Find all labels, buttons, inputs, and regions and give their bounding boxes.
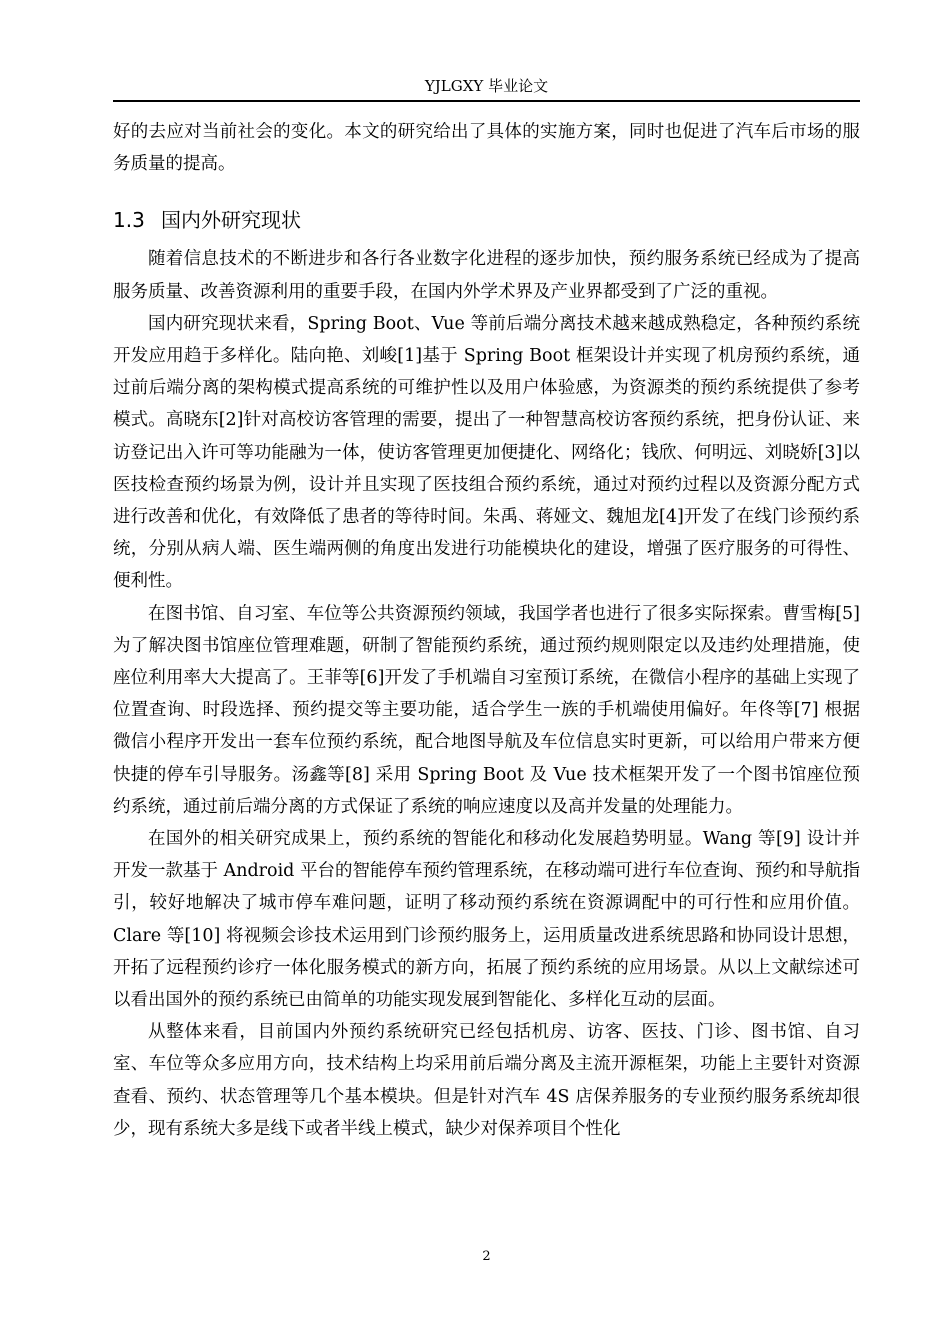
page-header: YJLGXY 毕业论文 <box>424 77 549 95</box>
page-number: 2 <box>482 1249 491 1264</box>
body-paragraph: 在图书馆、自习室、车位等公共资源预约领域，我国学者也进行了很多实际探索。曹雪梅[5] 为了解决图书馆座位管理难题，研制了智能预约系统，通过预约规则限定以及违约处理措施，使座位利用率大大提高了。王菲等[6]开发了手机端自习室预订系统，在微信小程序的基础上实现了位置查询、时段选择、预约提交等主要功能，适合学生一族的手机端使用偏好。年佟等[7] 根据微信小程序开发出一套车位预约系统，配合地图导航及车位信息实时更新，可以给用户带来方便快捷的停车引导服务。汤鑫等[8] 采用 Spring Boot 及 Vue 技术框架开发了一个图书馆座位预约系统，通过前后端分离的方式保证了系统的响应速度以及高并发量的处理能力。 <box>113 603 860 817</box>
body-paragraph: 从整体来看，目前国内外预约系统研究已经包括机房、访客、医技、门诊、图书馆、自习室、车位等众多应用方向，技术结构上均采用前后端分离及主流开源框架，功能上主要针对资源查看、预约、状态管理等几个基本模块。但是针对汽车 4S 店保养服务的专业预约服务系统却很少，现有系统大多是线下或者半线上模式，缺少对保养项目个性化 <box>113 1022 860 1139</box>
section-heading <box>113 205 860 235</box>
document-body <box>113 116 860 1145</box>
intro-paragraph: 好的去应对当前社会的变化。本文的研究给出了具体的实施方案，同时也促进了汽车后市场的服务质量的提高。 <box>113 122 860 175</box>
body-paragraph: 在国外的相关研究成果上，预约系统的智能化和移动化发展趋势明显。Wang 等[9] 设计并开发一款基于 Android 平台的智能停车预约管理系统，在移动端可进行车位查询、预约和导航指引，较好地解决了城市停车难问题，证明了移动预约系统在资源调配中的可行性和应用价值。Clare 等[10] 将视频会诊技术运用到门诊预约服务上，运用质量改进系统思路和协同设计思想，开拓了远程预约诊疗一体化服务模式的新方向，拓展了预约系统的应用场景。从以上文献综述可以看出国外的预约系统已由简单的功能实现发展到智能化、多样化互动的层面。 <box>113 829 860 1011</box>
section-title: 国内外研究现状 <box>161 208 301 233</box>
body-paragraph: 国内研究现状来看，Spring Boot、Vue 等前后端分离技术越来越成熟稳定，各种预约系统开发应用趋于多样化。陆向艳、刘峻[1]基于 Spring Boot 框架设计并实现了机房预约系统，通过前后端分离的架构模式提高系统的可维护性以及用户体验感，为资源类的预约系统提供了参考模式。高晓东[2]针对高校访客管理的需要，提出了一种智慧高校访客预约系统，把身份认证、来访登记出入许可等功能融为一体，使访客管理更加便捷化、网络化；钱欣、何明远、刘晓娇[3]以医技检查预约场景为例，设计并且实现了医技组合预约系统，通过对预约过程以及资源分配方式进行改善和优化，有效降低了患者的等待时间。朱禹、蒋娅文、魏旭龙[4]开发了在线门诊预约系统，分别从病人端、医生端两侧的角度出发进行功能模块化的建设，增强了医疗服务的可得性、便利性。 <box>113 313 860 592</box>
header-rule <box>113 100 860 102</box>
section-number: 1.3 <box>113 208 145 233</box>
body-paragraph: 随着信息技术的不断进步和各行各业数字化进程的逐步加快，预约服务系统已经成为了提高服务质量、改善资源利用的重要手段，在国内外学术界及产业界都受到了广泛的重视。 <box>113 249 860 302</box>
